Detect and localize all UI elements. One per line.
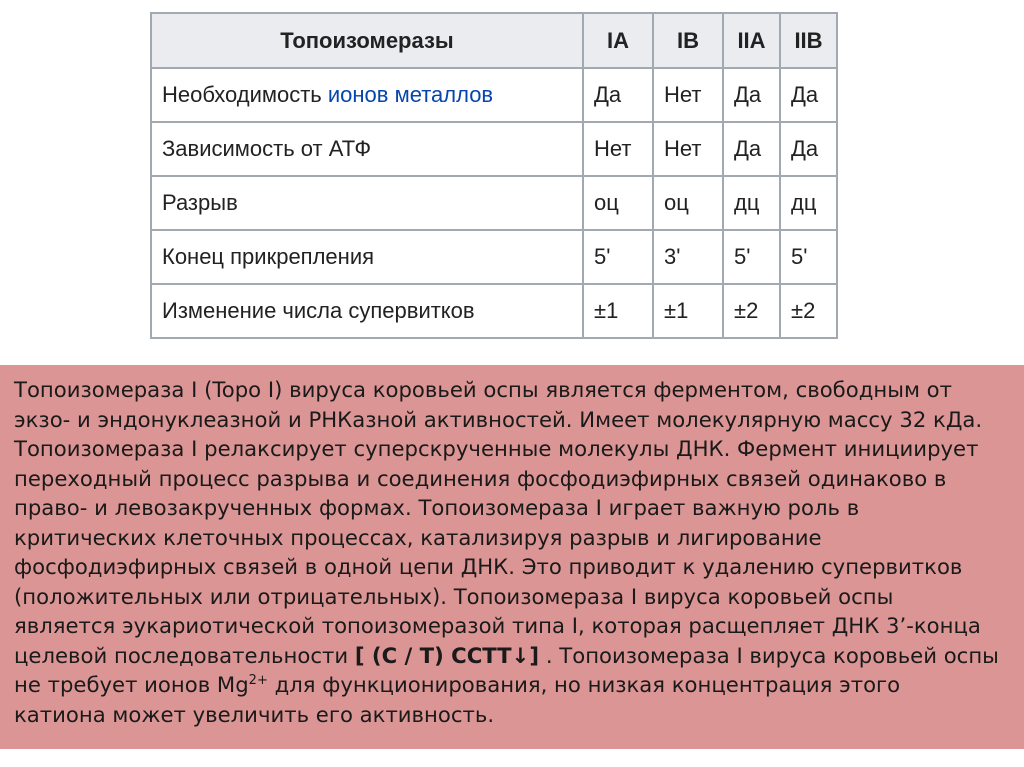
row-label-attachment-end: Конец прикрепления bbox=[151, 230, 583, 284]
cell-value: 5' bbox=[723, 230, 780, 284]
table-row bbox=[151, 122, 837, 176]
table-header-row bbox=[151, 13, 837, 68]
cell-value: ±1 bbox=[653, 284, 723, 338]
topoisomerase-table bbox=[150, 12, 838, 339]
cell-value: ±2 bbox=[723, 284, 780, 338]
header-ia: IA bbox=[583, 13, 653, 68]
description-panel bbox=[0, 365, 1024, 749]
description-paragraph bbox=[14, 375, 1012, 729]
header-iib: IIB bbox=[780, 13, 837, 68]
topoisomerase-table-wrap bbox=[150, 12, 838, 339]
description-line: критических клеточных процессах, катализируя разрыв и лигирование bbox=[14, 524, 822, 550]
description-line-pre: целевой последовательности bbox=[14, 642, 355, 668]
description-line-pre: не требует ионов Mg bbox=[14, 672, 249, 697]
cell-value: Да bbox=[780, 68, 837, 122]
table-row bbox=[151, 68, 837, 122]
cell-value: Нет bbox=[583, 122, 653, 176]
cell-value: ±2 bbox=[780, 284, 837, 338]
row-label-text: Необходимость bbox=[162, 82, 328, 107]
cell-value: Нет bbox=[653, 68, 723, 122]
description-line: экзо- и эндонуклеазной и РНКазной активностей. Имеет молекулярную массу 32 кДа. bbox=[14, 406, 983, 432]
row-label-supercoil-change: Изменение числа супервитков bbox=[151, 284, 583, 338]
header-feature: Топоизомеразы bbox=[151, 13, 583, 68]
cell-value: дц bbox=[780, 176, 837, 230]
row-label-break: Разрыв bbox=[151, 176, 583, 230]
description-line-post: . Топоизомераза I вируса коровьей оспы bbox=[539, 642, 999, 668]
cell-value: оц bbox=[653, 176, 723, 230]
cell-value: Да bbox=[583, 68, 653, 122]
description-line: переходный процесс разрыва и соединения фосфодиэфирных связей одинаково в bbox=[14, 465, 947, 491]
cell-value: Да bbox=[780, 122, 837, 176]
description-line: Топоизомераза I релаксирует суперскрученные молекулы ДНК. Фермент инициирует bbox=[14, 436, 979, 461]
table-row bbox=[151, 176, 837, 230]
table-row bbox=[151, 284, 837, 338]
row-label-atp: Зависимость от АТФ bbox=[151, 122, 583, 176]
description-line: Топоизомераза I (Topo I) вируса коровьей оспы является ферментом, свободным от bbox=[14, 377, 952, 402]
description-line-post: для функционирования, но низкая концентрация этого bbox=[267, 672, 901, 697]
cell-value: Да bbox=[723, 122, 780, 176]
cell-value: оц bbox=[583, 176, 653, 230]
description-line: фосфодиэфирных связей в одной цепи ДНК. Это приводит к удалению супервитков bbox=[14, 554, 963, 579]
description-line: (положительных или отрицательных). Топоизомераза I вируса коровьей оспы bbox=[14, 583, 894, 609]
cell-value: дц bbox=[723, 176, 780, 230]
header-iia: IIA bbox=[723, 13, 780, 68]
target-sequence: [ (C / T) CCTT↓] bbox=[354, 642, 540, 668]
cell-value: Да bbox=[723, 68, 780, 122]
cell-value: Нет bbox=[653, 122, 723, 176]
cell-value: ±1 bbox=[583, 284, 653, 338]
description-line: право- и левозакрученных формах. Топоизомераза I играет важную роль в bbox=[14, 495, 860, 520]
mg-charge-superscript: 2+ bbox=[248, 672, 268, 688]
cell-value: 5' bbox=[583, 230, 653, 284]
description-line: является эукариотической топоизомеразой типа I, которая расщепляет ДНК 3’-конца bbox=[14, 613, 981, 638]
row-label-metal-ions bbox=[151, 68, 583, 122]
header-ib: IB bbox=[653, 13, 723, 68]
description-line: катиона может увеличить его активность. bbox=[14, 701, 495, 727]
cell-value: 3' bbox=[653, 230, 723, 284]
metal-ions-link[interactable]: ионов металлов bbox=[327, 82, 494, 107]
cell-value: 5' bbox=[780, 230, 837, 284]
table-row bbox=[151, 230, 837, 284]
